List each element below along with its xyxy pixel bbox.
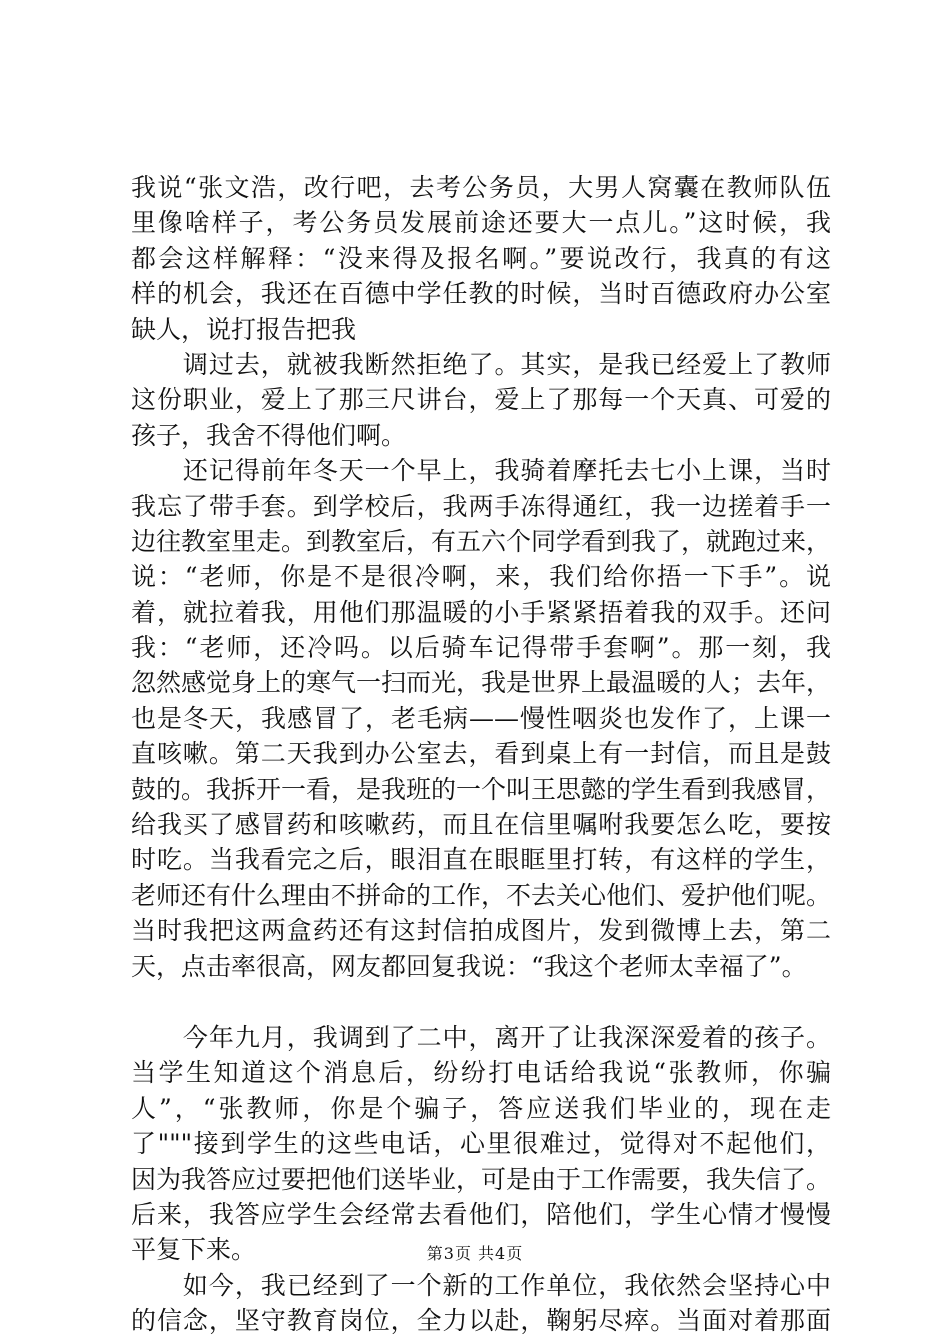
text-line: 老师还有什么理由不拼命的工作，不去关心他们、爱护他们呢。 <box>131 880 831 910</box>
text-line: 给我买了感冒药和咳嗽药，而且在信里嘱咐我要怎么吃，要按 <box>131 810 831 840</box>
paragraph-spacer <box>131 984 831 1020</box>
paragraph <box>131 453 831 984</box>
text-line: 说：“老师，你是不是很冷啊，来，我们给你捂一下手”。说 <box>131 562 831 592</box>
text-line: 我忘了带手套。到学校后，我两手冻得通红，我一边搓着手一 <box>131 491 831 521</box>
text-line: 当时我把这两盒药还有这封信拍成图片，发到微博上去，第二 <box>131 916 831 946</box>
text-line: 时吃。当我看完之后，眼泪直在眼眶里打转，有这样的学生， <box>131 845 831 875</box>
text-line: 着，就拉着我，用他们那温暖的小手紧紧捂着我的双手。还问 <box>131 597 831 627</box>
text-line: 的信念，坚守教育岗位，全力以赴，鞠躬尽瘁。当面对着那面 <box>131 1306 831 1336</box>
text-line: 平复下来。 <box>131 1235 257 1265</box>
text-line: 里像啥样子，考公务员发展前途还要大一点儿。”这时候，我 <box>131 208 831 238</box>
text-line: 我：“老师，还冷吗。以后骑车记得带手套啊”。那一刻，我 <box>131 633 831 663</box>
text-line: 后来，我答应学生会经常去看他们，陪他们，学生心情才慢慢 <box>131 1199 831 1229</box>
text-line: 人”，“张教师，你是个骗子，答应送我们毕业的，现在走 <box>131 1093 831 1123</box>
text-line: 因为我答应过要把他们送毕业，可是由于工作需要，我失信了。 <box>131 1164 831 1194</box>
paragraph <box>131 347 831 453</box>
text-line: 边往教室里走。到教室后，有五六个同学看到我了，就跑过来， <box>131 526 831 556</box>
text-line: 样的机会，我还在百德中学任教的时候，当时百德政府办公室 <box>131 279 831 309</box>
paragraph <box>131 1268 831 1339</box>
text-line: 都会这样解释：“没来得及报名啊。”要说改行，我真的有这 <box>131 243 831 273</box>
body-text <box>131 170 831 1339</box>
text-line: 也是冬天，我感冒了，老毛病——慢性咽炎也发作了，上课一 <box>131 703 831 733</box>
text-line: 了"""接到学生的这些电话，心里很难过，觉得对不起他们， <box>131 1129 831 1159</box>
text-line: 鼓的。我拆开一看，是我班的一个叫王思懿的学生看到我感冒， <box>131 774 831 804</box>
text-line: 直咳嗽。第二天我到办公室去，看到桌上有一封信，而且是鼓 <box>131 739 831 769</box>
text-line: 孩子，我舍不得他们啊。 <box>131 420 407 450</box>
text-line: 这份职业，爱上了那三尺讲台，爱上了那每一个天真、可爱的 <box>131 385 831 415</box>
page-number-footer: 第3页 共4页 <box>426 1244 524 1263</box>
text-line: 缺人，说打报告把我 <box>131 314 357 344</box>
text-line: 今年九月，我调到了二中，离开了让我深深爱着的孩子。 <box>131 1022 831 1052</box>
text-line: 天，点击率很高，网友都回复我说：“我这个老师太幸福了”。 <box>131 951 807 981</box>
text-line: 还记得前年冬天一个早上，我骑着摩托去七小上课，当时 <box>131 456 831 486</box>
paragraph <box>131 170 831 347</box>
text-line: 如今，我已经到了一个新的工作单位，我依然会坚持心中 <box>131 1270 831 1300</box>
text-line: 当学生知道这个消息后，纷纷打电话给我说“张教师，你骗 <box>131 1058 831 1088</box>
text-line: 我说“张文浩，改行吧，去考公务员，大男人窝囊在教师队伍 <box>131 173 831 202</box>
text-line: 忽然感觉身上的寒气一扫而光，我是世界上最温暖的人；去年， <box>131 668 831 698</box>
paragraph <box>131 1020 831 1268</box>
text-line: 调过去，就被我断然拒绝了。其实，是我已经爱上了教师 <box>131 349 831 379</box>
